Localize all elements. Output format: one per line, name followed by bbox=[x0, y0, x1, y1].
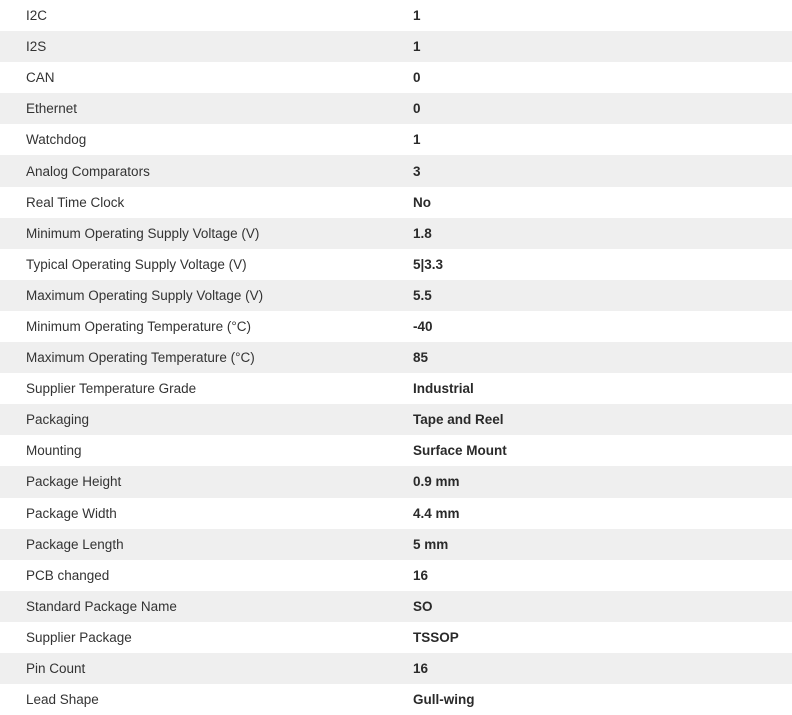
spec-label: Ethernet bbox=[26, 101, 78, 117]
spec-row-pin-count bbox=[0, 653, 792, 684]
spec-value: 1 bbox=[413, 39, 421, 55]
spec-row-package-length bbox=[0, 529, 792, 560]
spec-label: Watchdog bbox=[26, 132, 87, 148]
spec-row-pcb-changed bbox=[0, 560, 792, 591]
spec-row-max-temperature bbox=[0, 342, 792, 373]
spec-value: 5 mm bbox=[413, 536, 449, 552]
spec-label: Analog Comparators bbox=[26, 163, 150, 179]
spec-value: 1 bbox=[413, 132, 421, 148]
spec-value: Industrial bbox=[413, 381, 474, 397]
spec-label: Typical Operating Supply Voltage (V) bbox=[26, 256, 247, 272]
spec-value: 1.8 bbox=[413, 225, 432, 241]
spec-value: 5.5 bbox=[413, 287, 432, 303]
spec-row-analog-comparators bbox=[0, 155, 792, 186]
spec-row-package-width bbox=[0, 498, 792, 529]
spec-value: 0 bbox=[413, 70, 421, 86]
spec-value: Tape and Reel bbox=[413, 412, 504, 428]
spec-value: 1 bbox=[413, 8, 421, 24]
spec-row-min-supply-voltage bbox=[0, 218, 792, 249]
spec-value: Gull-wing bbox=[413, 692, 475, 708]
spec-value: TSSOP bbox=[413, 629, 459, 645]
spec-value: Surface Mount bbox=[413, 443, 507, 459]
spec-value: SO bbox=[413, 598, 433, 614]
spec-row-mounting bbox=[0, 435, 792, 466]
spec-label: I2C bbox=[26, 8, 48, 24]
spec-label: I2S bbox=[26, 39, 47, 55]
spec-label: Minimum Operating Temperature (°C) bbox=[26, 318, 251, 334]
spec-value: 4.4 mm bbox=[413, 505, 460, 521]
spec-label: Package Height bbox=[26, 474, 122, 490]
spec-row-max-supply-voltage bbox=[0, 280, 792, 311]
spec-label: CAN bbox=[26, 70, 55, 86]
spec-value: 0 bbox=[413, 101, 421, 117]
spec-label: Minimum Operating Supply Voltage (V) bbox=[26, 225, 260, 241]
spec-row-supplier-package bbox=[0, 622, 792, 653]
spec-label: Lead Shape bbox=[26, 692, 99, 708]
spec-label: Package Width bbox=[26, 505, 117, 521]
spec-row-i2c bbox=[0, 0, 792, 31]
spec-label: Maximum Operating Supply Voltage (V) bbox=[26, 287, 264, 303]
spec-row-min-temperature bbox=[0, 311, 792, 342]
spec-row-lead-shape bbox=[0, 684, 792, 715]
spec-row-can bbox=[0, 62, 792, 93]
spec-value: 0.9 mm bbox=[413, 474, 460, 490]
spec-label: Mounting bbox=[26, 443, 82, 459]
spec-value: 85 bbox=[413, 350, 429, 366]
spec-value: No bbox=[413, 194, 431, 210]
spec-value: 3 bbox=[413, 163, 421, 179]
spec-label: Pin Count bbox=[26, 661, 86, 677]
spec-row-standard-package-name bbox=[0, 591, 792, 622]
spec-row-packaging bbox=[0, 404, 792, 435]
spec-row-temperature-grade bbox=[0, 373, 792, 404]
spec-label: Packaging bbox=[26, 412, 90, 428]
spec-label: Supplier Temperature Grade bbox=[26, 381, 197, 397]
spec-label: Standard Package Name bbox=[26, 598, 177, 614]
spec-row-watchdog bbox=[0, 124, 792, 155]
spec-row-ethernet bbox=[0, 93, 792, 124]
spec-row-real-time-clock bbox=[0, 187, 792, 218]
spec-value: 16 bbox=[413, 661, 429, 677]
spec-label: Real Time Clock bbox=[26, 194, 125, 210]
spec-label: PCB changed bbox=[26, 567, 110, 583]
spec-value: 5|3.3 bbox=[413, 256, 444, 272]
spec-label: Supplier Package bbox=[26, 629, 132, 645]
spec-row-typical-supply-voltage bbox=[0, 249, 792, 280]
spec-label: Package Length bbox=[26, 536, 124, 552]
spec-value: 16 bbox=[413, 567, 429, 583]
spec-label: Maximum Operating Temperature (°C) bbox=[26, 350, 255, 366]
spec-row-package-height bbox=[0, 466, 792, 497]
spec-row-i2s bbox=[0, 31, 792, 62]
spec-value: -40 bbox=[413, 318, 433, 334]
